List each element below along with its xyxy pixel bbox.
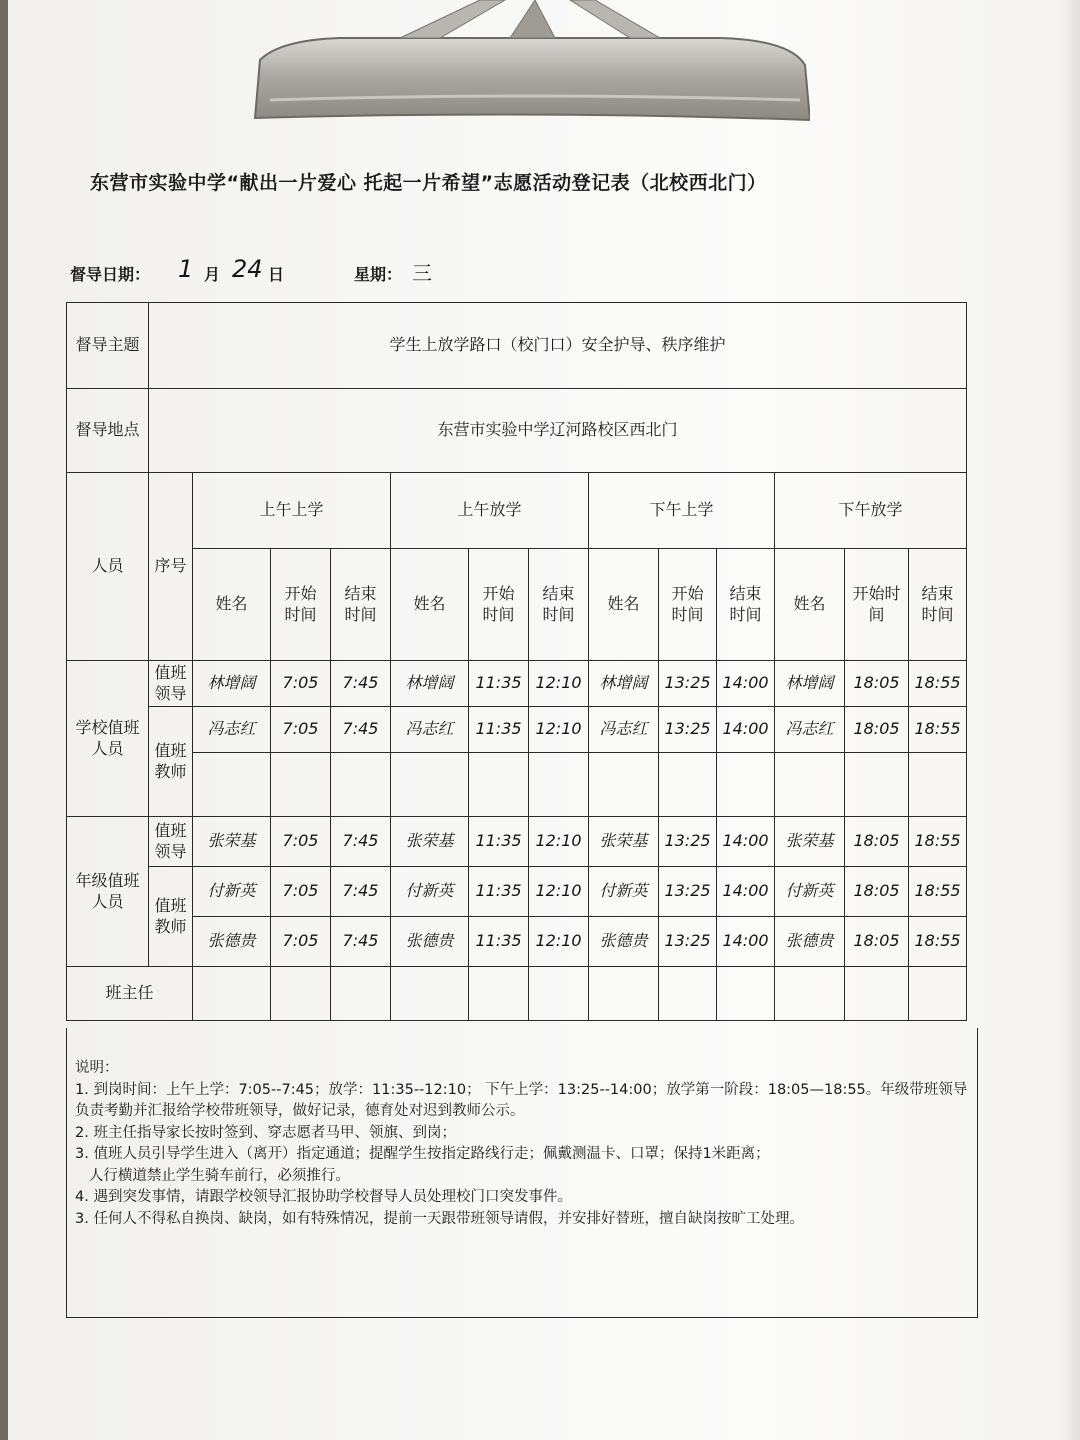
start-header: 开始 时间: [271, 549, 331, 661]
entry-time: 7:45: [331, 707, 391, 753]
entry-time: 12:10: [529, 817, 589, 867]
entry-name: 林增阔: [775, 661, 845, 707]
entry-time: 18:05: [845, 817, 909, 867]
entry-name: 张德贵: [775, 917, 845, 967]
grade-duty-label: 年级值班 人员: [67, 817, 149, 967]
entry-time: 14:00: [717, 707, 775, 753]
place-label: 督导地点: [67, 389, 149, 473]
entry-time: 7:45: [331, 867, 391, 917]
entry-time: 18:55: [909, 917, 967, 967]
entry-name: 付新英: [775, 867, 845, 917]
paper-shadow: [1060, 0, 1080, 1440]
note-item: 人行横道禁止学生骑车前行，必须推行。: [75, 1167, 350, 1184]
seq-header: 序号: [149, 473, 193, 661]
entry-name: 冯志红: [391, 707, 469, 753]
entry-time: 7:45: [331, 817, 391, 867]
table-row: [67, 753, 967, 817]
form-title: 东营市实验中学“献出一片爱心 托起一片希望”志愿活动登记表（北校西北门）: [90, 172, 767, 194]
notes-section: [66, 1028, 978, 1318]
entry-time: 14:00: [717, 917, 775, 967]
entry-time: 13:25: [659, 707, 717, 753]
table-row: [67, 867, 967, 917]
end-header: 结束 时间: [529, 549, 589, 661]
meta-row: [70, 255, 770, 291]
date-month: 1: [178, 255, 194, 283]
note-item: 3. 任何人不得私自换岗、缺岗，如有特殊情况，提前一天跟带班领导请假，并安排好替班，擅自缺岗按旷工处理。: [75, 1210, 804, 1227]
notes-heading: 说明：: [75, 1060, 119, 1076]
entry-time: 18:05: [845, 867, 909, 917]
entry-time: 12:10: [529, 661, 589, 707]
entry-time: 12:10: [529, 867, 589, 917]
start-header: 开始 时间: [469, 549, 529, 661]
entry-time: 18:55: [909, 867, 967, 917]
entry-time: 12:10: [529, 707, 589, 753]
teacher-label: 值班 教师: [149, 867, 193, 967]
entry-name: 张德贵: [391, 917, 469, 967]
entry-name: 冯志红: [193, 707, 271, 753]
entry-time: 7:05: [271, 817, 331, 867]
entry-time: 18:05: [845, 707, 909, 753]
entry-time: 13:25: [659, 817, 717, 867]
entry-name: 张德贵: [589, 917, 659, 967]
school-duty-label: 学校值班 人员: [67, 661, 149, 817]
start-header: 开始时 间: [845, 549, 909, 661]
month-unit: 月: [204, 265, 221, 284]
entry-name: 林增阔: [391, 661, 469, 707]
entry-time: 14:00: [717, 867, 775, 917]
weekday-label: 星期：: [354, 265, 403, 284]
entry-time: 13:25: [659, 867, 717, 917]
entry-name: 张荣基: [193, 817, 271, 867]
entry-name: 付新英: [589, 867, 659, 917]
entry-name: 冯志红: [589, 707, 659, 753]
entry-time: 7:05: [271, 917, 331, 967]
weekday-value: 三: [412, 261, 432, 285]
entry-time: 12:10: [529, 917, 589, 967]
entry-time: 13:25: [659, 661, 717, 707]
name-header: 姓名: [775, 549, 845, 661]
entry-name: 冯志红: [775, 707, 845, 753]
entry-time: 7:05: [271, 867, 331, 917]
entry-name: 付新英: [193, 867, 271, 917]
note-item: 3. 值班人员引导学生进入（离开）指定通道；提醒学生按指定路线行走；佩戴测温卡、口罩；保持1米距离；: [75, 1146, 770, 1162]
date-label: 督导日期：: [70, 265, 151, 284]
entry-time: 18:55: [909, 707, 967, 753]
table-row: [67, 661, 967, 707]
table-row: [67, 917, 967, 967]
start-header: 开始 时间: [659, 549, 717, 661]
leader-label: 值班 领导: [149, 817, 193, 867]
entry-time: 11:35: [469, 707, 529, 753]
entry-name: 张荣基: [391, 817, 469, 867]
entry-name: 张荣基: [589, 817, 659, 867]
note-item: 4. 遇到突发事情，请跟学校领导汇报协助学校督导人员处理校门口突发事件。: [75, 1189, 572, 1205]
entry-time: 7:05: [271, 707, 331, 753]
period-header-morning-out: 上午放学: [391, 473, 589, 549]
head-teacher-label: 班主任: [67, 967, 193, 1021]
note-item: 2. 班主任指导家长按时签到、穿志愿者马甲、领旗、到岗；: [75, 1124, 456, 1141]
theme-label: 督导主题: [67, 303, 149, 389]
name-header: 姓名: [193, 549, 271, 661]
register-table: [66, 302, 967, 1021]
place-value: 东营市实验中学辽河路校区西北门: [149, 389, 967, 473]
entry-time: 7:45: [331, 661, 391, 707]
entry-time: 18:55: [909, 661, 967, 707]
end-header: 结束 时间: [331, 549, 391, 661]
entry-time: 7:05: [271, 661, 331, 707]
entry-time: 18:05: [845, 917, 909, 967]
entry-time: 14:00: [717, 817, 775, 867]
table-row: [67, 967, 967, 1021]
period-header-morning-in: 上午上学: [193, 473, 391, 549]
entry-time: 11:35: [469, 917, 529, 967]
theme-value: 学生上放学路口（校门口）安全护导、秩序维护: [149, 303, 967, 389]
teacher-label: 值班 教师: [149, 707, 193, 817]
leader-label: 值班 领导: [149, 661, 193, 707]
entry-time: 14:00: [717, 661, 775, 707]
entry-name: 张荣基: [775, 817, 845, 867]
name-header: 姓名: [589, 549, 659, 661]
period-header-afternoon-out: 下午放学: [775, 473, 967, 549]
clipboard-clip: [250, 0, 810, 125]
name-header: 姓名: [391, 549, 469, 661]
table-row: [67, 707, 967, 753]
entry-time: 11:35: [469, 817, 529, 867]
period-header-afternoon-in: 下午上学: [589, 473, 775, 549]
end-header: 结束 时间: [717, 549, 775, 661]
end-header: 结束 时间: [909, 549, 967, 661]
entry-time: 18:55: [909, 817, 967, 867]
entry-name: 付新英: [391, 867, 469, 917]
table-row: [67, 817, 967, 867]
entry-time: 11:35: [469, 867, 529, 917]
entry-time: 7:45: [331, 917, 391, 967]
entry-time: 11:35: [469, 661, 529, 707]
entry-time: 18:05: [845, 661, 909, 707]
entry-name: 林增阔: [589, 661, 659, 707]
personnel-header: 人员: [67, 473, 149, 661]
note-item: 1. 到岗时间：上午上学：7:05--7:45；放学：11:35--12:10； 下午上学：13:25--14:00；放学第一阶段：18:05—18:55。年级带班领导负责考勤并汇报给学校带班领导，做好记录，德育处对迟到教师公示。: [75, 1081, 968, 1119]
entry-name: 林增阔: [193, 661, 271, 707]
day-unit: 日: [268, 265, 285, 284]
date-day: 24: [232, 255, 263, 283]
entry-time: 13:25: [659, 917, 717, 967]
entry-name: 张德贵: [193, 917, 271, 967]
